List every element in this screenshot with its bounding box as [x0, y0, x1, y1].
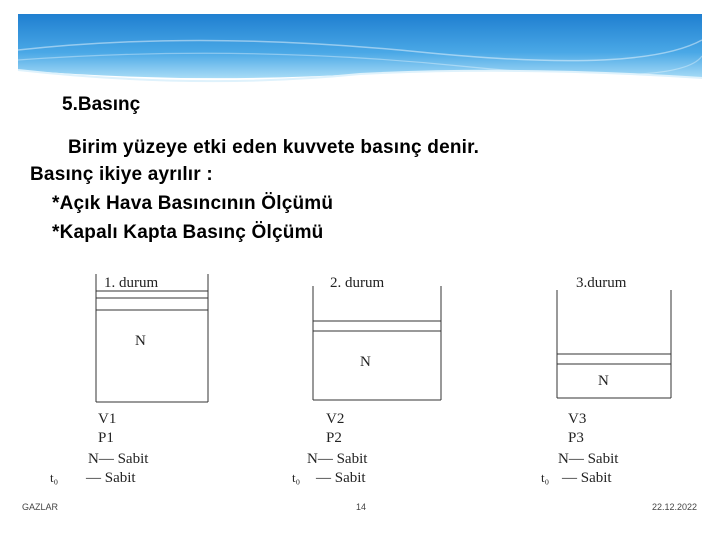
body-definition: Birim yüzeye etki eden kuvvete basınç denir.	[68, 137, 480, 158]
case-3-label: 3.durum	[576, 275, 627, 291]
body-types-intro: Basınç ikiye ayrılır :	[30, 164, 213, 185]
case-2-var-v: V2	[326, 411, 345, 427]
case-1-label: 1. durum	[104, 275, 159, 291]
body-item-closed-vessel: *Kapalı Kapta Basınç Ölçümü	[52, 222, 324, 243]
case-1-var-p: P1	[98, 430, 114, 446]
case-3-temp-label: t₀	[541, 470, 550, 485]
case-2-label: 2. durum	[330, 275, 385, 291]
case-3-temp-text: — Sabit	[562, 470, 612, 486]
case-2-var-n: N— Sabit	[307, 451, 368, 467]
footer-section-label: GAZLAR	[22, 502, 59, 512]
footer-page-number: 14	[356, 502, 367, 512]
case-3-var-v: V3	[568, 411, 587, 427]
case-3-var-n: N— Sabit	[558, 451, 619, 467]
case-2-content: N	[360, 354, 371, 370]
case-1	[50, 274, 208, 486]
case-2-temp-label: t₀	[292, 470, 301, 485]
case-1-var-v: V1	[98, 411, 117, 427]
case-2-var-p: P2	[326, 430, 342, 446]
case-1-var-n: N— Sabit	[88, 451, 149, 467]
footer-date: 22.12.2022	[652, 502, 698, 512]
case-1-content: N	[135, 333, 146, 349]
case-2	[292, 275, 441, 486]
case-3-content: N	[598, 373, 609, 389]
case-1-temp-label: t₀	[50, 470, 59, 485]
body-item-open-air: *Açık Hava Basıncının Ölçümü	[52, 193, 334, 214]
case-3	[541, 275, 671, 486]
case-1-temp-text: — Sabit	[86, 470, 136, 486]
slide-title: 5.Basınç	[62, 94, 141, 115]
case-3-var-p: P3	[568, 430, 584, 446]
case-2-temp-text: — Sabit	[316, 470, 366, 486]
